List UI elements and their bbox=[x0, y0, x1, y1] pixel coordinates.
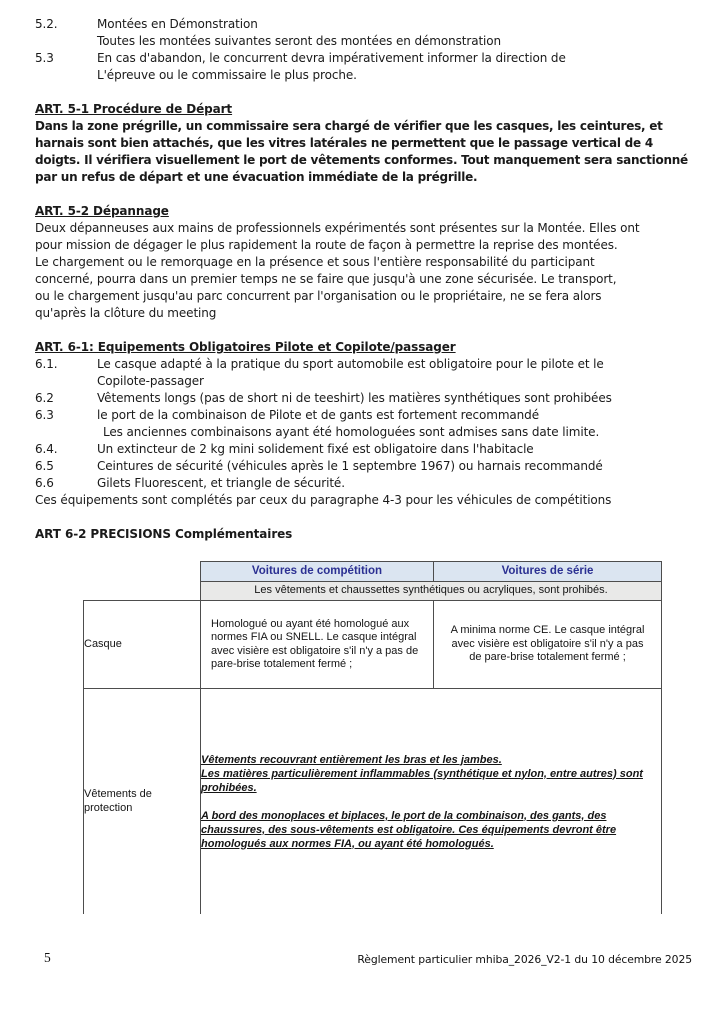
equipment-table bbox=[83, 561, 662, 914]
table-header-row bbox=[84, 562, 662, 582]
list-text: Copilote-passager bbox=[97, 374, 204, 388]
page-number: 5 bbox=[44, 950, 51, 965]
table-row-casque bbox=[84, 601, 662, 689]
cell-vetements-merged bbox=[201, 689, 662, 915]
list-item-6-3 bbox=[35, 407, 695, 441]
list-text: Vêtements longs (pas de short ni de teeshirt) les matières synthétiques sont prohibées bbox=[97, 391, 612, 405]
paragraph-line: Deux dépanneuses aux mains de professionnels expérimentés sont présentes sur la Montée. Elles ont bbox=[35, 221, 640, 235]
list-item-6-2 bbox=[35, 390, 695, 407]
list-item-6-6 bbox=[35, 475, 695, 492]
row-label-vetements: Vêtements de protection bbox=[84, 689, 201, 915]
list-item-6-1 bbox=[35, 356, 695, 390]
list-text: Montées en Démonstration bbox=[97, 17, 258, 31]
list-item-5-2 bbox=[35, 16, 695, 50]
list-text: Gilets Fluorescent, et triangle de sécurité. bbox=[97, 476, 345, 490]
list-text: le port de la combinaison de Pilote et de gants est fortement recommandé bbox=[97, 408, 539, 422]
paragraph-line: harnais sont bien attachés, que les vitres latérales ne permettent que le passage vertical de 4 bbox=[35, 136, 653, 150]
paragraph-line: ou le chargement jusqu'au parc concurrent par l'organisation ou le propriétaire, ne se fera alors bbox=[35, 289, 602, 303]
list-number: 6.6 bbox=[35, 476, 54, 490]
table-empty-corner bbox=[84, 562, 201, 582]
table-row-vetements bbox=[84, 689, 662, 915]
vetements-paragraph: Vêtements recouvrant entièrement les bras et les jambes. bbox=[201, 753, 502, 766]
paragraph-line: concerné, pourra dans un premier temps ne se faire que jusqu'à une zone sécurisée. Le transport, bbox=[35, 272, 617, 286]
list-item-5-3 bbox=[35, 50, 695, 84]
paragraph-line: doigts. Il vérifiera visuellement le port de vêtements conformes. Tout manquement sera sanctionné bbox=[35, 153, 688, 167]
table-empty-corner bbox=[84, 582, 201, 601]
list-text: Les anciennes combinaisons ayant été homologuées sont admises sans date limite. bbox=[103, 425, 600, 439]
col-header-competition: Voitures de compétition bbox=[201, 562, 434, 582]
paragraph-line: Le chargement ou le remorquage en la présence et sous l'entière responsabilité du participant bbox=[35, 255, 595, 269]
footer-text: Règlement particulier mhiba_2026_V2-1 du 10 décembre 2025 bbox=[357, 953, 692, 966]
section-heading-art-5-2: ART. 5-2 Dépannage bbox=[35, 204, 169, 218]
document-body bbox=[35, 16, 695, 543]
list-number: 5.3 bbox=[35, 51, 54, 65]
cell-casque-competition: Homologué ou ayant été homologué aux normes FIA ou SNELL. Le casque intégral avec visière est obligatoire s'il n'y a pas de pare-brise totalement fermé ; bbox=[201, 601, 434, 689]
paragraph-line: par un refus de départ et une évacuation immédiate de la prégrille. bbox=[35, 170, 478, 184]
paragraph-line: Dans la zone prégrille, un commissaire sera chargé de vérifier que les casques, les ceintures, et bbox=[35, 119, 663, 133]
list-text: Toutes les montées suivantes seront des montées en démonstration bbox=[97, 34, 502, 48]
spacer bbox=[35, 322, 695, 339]
spacer bbox=[35, 84, 695, 101]
list-item-6-5 bbox=[35, 458, 695, 475]
list-item-6-4 bbox=[35, 441, 695, 458]
spacer bbox=[35, 186, 695, 203]
list-text: Le casque adapté à la pratique du sport automobile est obligatoire pour le pilote et le bbox=[97, 357, 604, 371]
vetements-paragraph: Les matières particulièrement inflammables (synthétique et nylon, entre autres) sont prohibées. bbox=[201, 767, 643, 794]
list-text: En cas d'abandon, le concurrent devra impérativement informer la direction de bbox=[97, 51, 566, 65]
list-text: L'épreuve ou le commissaire le plus proche. bbox=[97, 68, 357, 82]
section-heading-art-6-2: ART 6-2 PRECISIONS Complémentaires bbox=[35, 527, 293, 541]
paragraph-art-5-1 bbox=[35, 118, 695, 186]
list-number: 6.4. bbox=[35, 442, 58, 456]
spacer bbox=[35, 509, 695, 526]
cell-casque-serie: A minima norme CE. Le casque intégral avec visière est obligatoire s'il n'y a pas de pare-brise totalement fermé ; bbox=[434, 601, 662, 689]
paragraph-line: pour mission de dégager le plus rapidement la route de façon à permettre la reprise des montées. bbox=[35, 238, 618, 252]
section-heading-art-6-1: ART. 6-1: Equipements Obligatoires Pilote et Copilote/passager bbox=[35, 340, 456, 354]
list-number: 6.2 bbox=[35, 391, 54, 405]
paragraph-line: qu'après la clôture du meeting bbox=[35, 306, 217, 320]
vetements-paragraph: A bord des monoplaces et biplaces, le port de la combinaison, des gants, des chaussures, des sous-vêtements est obligatoire. Ces équipements devront être homologués aux normes FIA, ou ayant été homologués. bbox=[201, 809, 617, 850]
paragraph-art-5-2 bbox=[35, 220, 695, 322]
list-text: Ceintures de sécurité (véhicules après le 1 septembre 1967) ou harnais recommandé bbox=[97, 459, 603, 473]
col-header-serie: Voitures de série bbox=[434, 562, 662, 582]
row-label-casque: Casque bbox=[84, 601, 201, 689]
list-text: Un extincteur de 2 kg mini solidement fixé est obligatoire dans l'habitacle bbox=[97, 442, 534, 456]
list-number: 6.3 bbox=[35, 408, 54, 422]
list-number: 5.2. bbox=[35, 17, 58, 31]
list-number: 6.1. bbox=[35, 357, 58, 371]
table-banner: Les vêtements et chaussettes synthétiques ou acryliques, sont prohibés. bbox=[201, 582, 662, 601]
paragraph-art-6-1-closing: Ces équipements sont complétés par ceux du paragraphe 4-3 pour les véhicules de compétitions bbox=[35, 493, 612, 507]
section-heading-art-5-1: ART. 5-1 Procédure de Départ bbox=[35, 102, 233, 116]
list-number: 6.5 bbox=[35, 459, 54, 473]
table-banner-row bbox=[84, 582, 662, 601]
